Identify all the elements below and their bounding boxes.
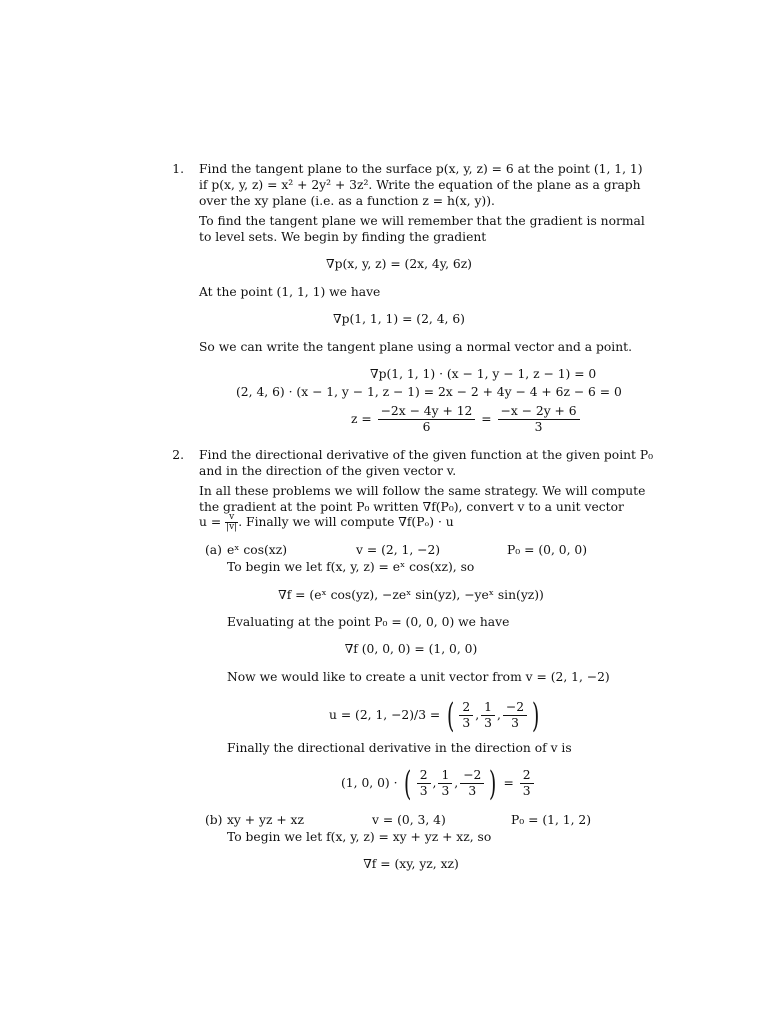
part-b-equation-gradient: ∇f = (xy, yz, xz) [363, 857, 459, 871]
part-a-vector: v = (2, 1, −2) [356, 543, 441, 557]
eq-dd-frac-3-den: 3 [468, 784, 477, 798]
problem-1-para-3: So we can write the tangent plane using a normal vector and a point. [199, 340, 632, 354]
problem-2-number: 2. [172, 448, 184, 462]
problem-2-line-1: Find the directional derivative of the given function at the given point P₀ [199, 448, 654, 462]
problem-2-para-1-line-2: the gradient at the point P₀ written ∇f(P₀), convert v to a unit vector [199, 500, 624, 514]
right-paren: ) [532, 695, 540, 736]
problem-1-para-1-line-1: To find the tangent plane we will remember that the gradient is normal [199, 214, 645, 228]
part-b-point: P₀ = (1, 1, 2) [511, 813, 592, 827]
part-a-equation-directional-derivative: (1, 0, 0) · ( $\frac{2}{3}$ , $\frac{1}{3}$ , $\frac{-2}{3}$ ) = $\frac{2}{3}$ [341, 764, 536, 802]
right-paren: ) [489, 763, 497, 804]
unit-vector-lhs: u = [199, 515, 222, 529]
problem-1-line-2: if p(x, y, z) = x² + 2y² + 3z². Write the equation of the plane as a graph [199, 178, 641, 192]
part-a-equation-unit-vector: u = (2, 1, −2)/3 = ( $\frac{2}{3}$ , $\frac{1}{3}$ , $\frac{-2}{3}$ ) [329, 695, 540, 736]
eq-c-fraction-2 [498, 404, 580, 435]
unit-vector-rest: . Finally we will compute ∇f(Pₒ) · u [238, 515, 454, 529]
eq-u-frac-1 [459, 700, 473, 731]
eq-dd-lhs: (1, 0, 0) · [341, 776, 398, 790]
eq-c-num-2: −x − 2y + 6 [498, 404, 580, 420]
left-paren: ( [447, 695, 455, 736]
part-a-function: eˣ cos(xz) [227, 543, 288, 557]
eq-c-num-1: −2x − 4y + 12 [378, 404, 476, 420]
part-a-equation-gradient-at-point: ∇f (0, 0, 0) = (1, 0, 0) [344, 642, 478, 656]
eq-c-equals: = [481, 412, 492, 426]
unit-vector-num: v [225, 513, 238, 523]
part-a-label: (a) [205, 543, 222, 557]
eq-u-frac-3-den: 3 [511, 716, 519, 730]
problem-1-number: 1. [172, 162, 184, 176]
eq-c-lhs: z = [351, 412, 372, 426]
part-b-begin: To begin we let f(x, y, z) = xy + yz + xz, so [227, 830, 492, 844]
part-a-equation-gradient: ∇f = (eˣ cos(yz), −zeˣ sin(yz), −yeˣ sin(yz)) [278, 588, 544, 602]
eq-c-fraction-1 [378, 404, 476, 435]
eq-dd-frac-2-den: 3 [441, 784, 450, 798]
eq-dd-frac-1-num: 2 [417, 768, 431, 784]
eq-c-den-1: 6 [422, 420, 431, 434]
eq-dd-frac-2 [438, 768, 452, 799]
part-a-final-text: Finally the directional derivative in the direction of v is [227, 741, 572, 755]
eq-u-frac-1-num: 2 [459, 700, 473, 716]
eq-dd-frac-3 [460, 768, 484, 799]
eq-c-den-2: 3 [534, 420, 543, 434]
eq-u-frac-2-num: 1 [481, 700, 495, 716]
equation-gradient-p: ∇p(x, y, z) = (2x, 4y, 6z) [326, 257, 472, 271]
eq-u-frac-2 [481, 700, 495, 731]
eq-dd-equals: = [503, 776, 514, 790]
eq-dd-result-den: 3 [522, 784, 531, 798]
eq-u-frac-3 [503, 700, 527, 731]
eq-u-frac-3-num: −2 [503, 700, 527, 716]
eq-u-lhs: u = (2, 1, −2)/3 = [329, 708, 441, 722]
problem-1-para-1-line-2: to level sets. We begin by finding the gradient [199, 230, 487, 244]
unit-vector-den: |v| [226, 522, 238, 532]
problem-2-line-2: and in the direction of the given vector v. [199, 464, 457, 478]
eq-dd-frac-1 [417, 768, 431, 799]
eq-dd-frac-3-num: −2 [460, 768, 484, 784]
part-a-evaluating: Evaluating at the point P₀ = (0, 0, 0) we have [227, 615, 510, 629]
part-b-label: (b) [205, 813, 223, 827]
problem-1-para-2: At the point (1, 1, 1) we have [199, 285, 381, 299]
eq-u-frac-2-den: 3 [484, 716, 492, 730]
eq-u-frac-1-den: 3 [462, 716, 471, 730]
left-paren: ( [404, 763, 412, 804]
problem-2-para-1-line-1: In all these problems we will follow the same strategy. We will compute [199, 484, 646, 498]
part-b-function: xy + yz + xz [227, 813, 304, 827]
eq-dd-result [520, 768, 534, 799]
part-a-begin: To begin we let f(x, y, z) = eˣ cos(xz), so [227, 560, 475, 574]
problem-1-line-1: Find the tangent plane to the surface p(x, y, z) = 6 at the point (1, 1, 1) [199, 162, 643, 176]
equation-tangent-plane-a: ∇p(1, 1, 1) · (x − 1, y − 1, z − 1) = 0 [370, 367, 597, 381]
unit-vector-fraction [225, 513, 238, 532]
problem-2-para-1-line-3 [199, 513, 454, 532]
eq-dd-frac-1-den: 3 [419, 784, 428, 798]
part-b-vector: v = (0, 3, 4) [372, 813, 446, 827]
equation-gradient-at-point: ∇p(1, 1, 1) = (2, 4, 6) [333, 312, 465, 326]
eq-dd-frac-2-num: 1 [438, 768, 452, 784]
equation-tangent-plane-b: (2, 4, 6) · (x − 1, y − 1, z − 1) = 2x − 2 + 4y − 4 + 6z − 6 = 0 [236, 385, 622, 399]
part-a-point: P₀ = (0, 0, 0) [507, 543, 588, 557]
part-a-unit-text: Now we would like to create a unit vector from v = (2, 1, −2) [227, 670, 610, 684]
equation-tangent-plane-c [351, 400, 582, 438]
eq-dd-result-num: 2 [520, 768, 534, 784]
problem-1-line-3: over the xy plane (i.e. as a function z = h(x, y)). [199, 194, 495, 208]
